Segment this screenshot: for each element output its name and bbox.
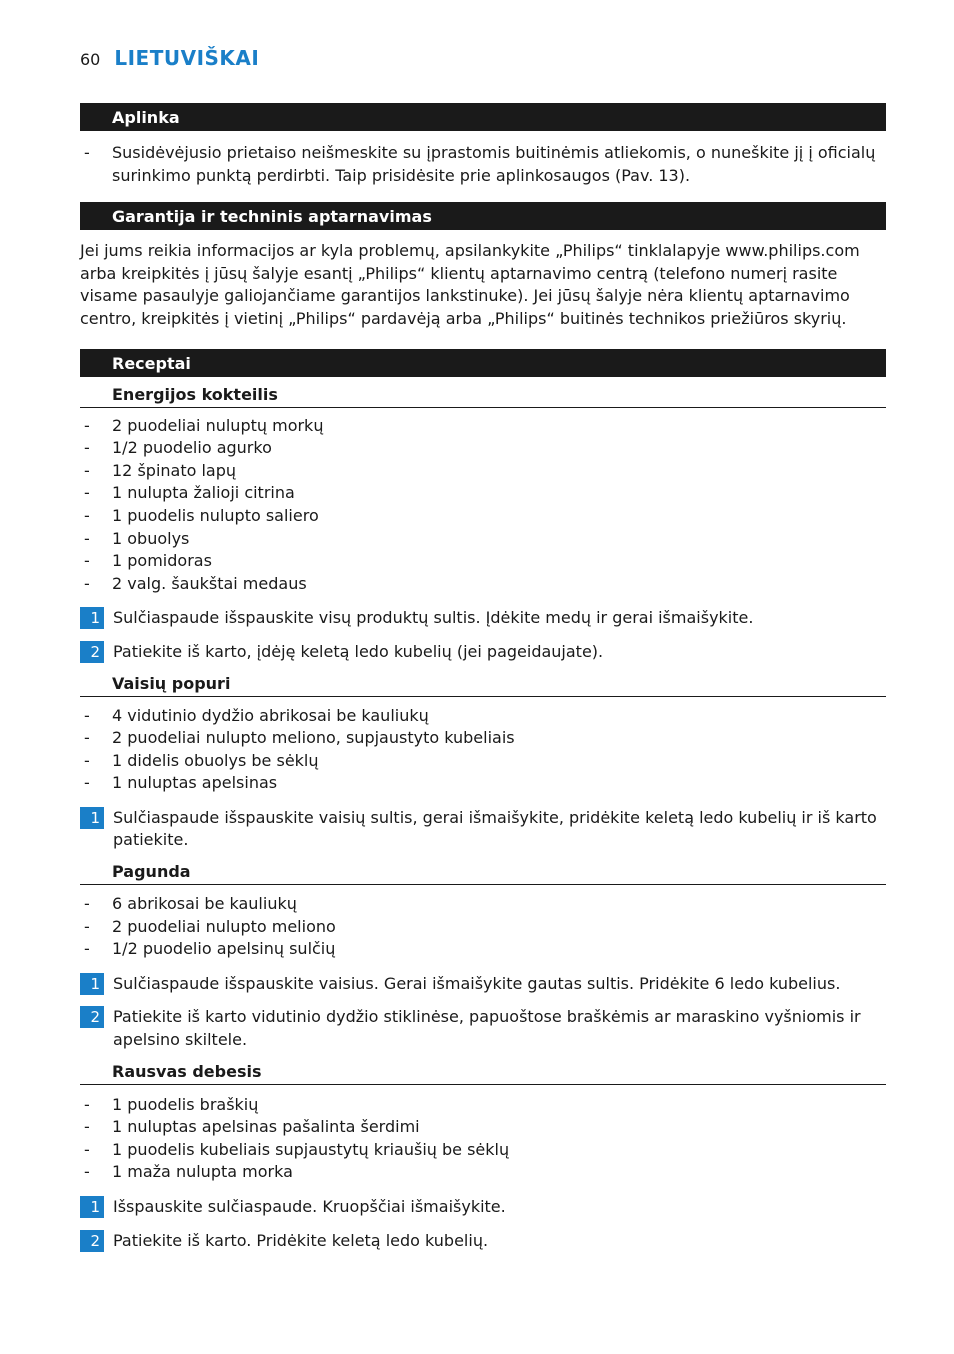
- step-number: 1: [80, 807, 104, 829]
- step: [80, 1196, 886, 1219]
- list-item: - 2 puodeliai nuluptų morkų: [84, 415, 324, 435]
- page-content: [80, 103, 886, 1252]
- list-item: - 1 obuolys: [84, 528, 190, 548]
- step-text: Išspauskite sulčiaspaude. Kruopščiai išmaišykite.: [113, 1197, 506, 1216]
- list-item: - 2 puodeliai nulupto meliono, supjaustyto kubeliais: [84, 728, 515, 748]
- list-item: - 1 nuluptas apelsinas pašalinta šerdimi: [84, 1117, 420, 1137]
- recipe-title-pink-cloud: Rausvas debesis: [80, 1060, 886, 1085]
- step-number: 2: [80, 1230, 104, 1252]
- step-text: Patiekite iš karto. Pridėkite keletą ledo kubelių.: [113, 1230, 489, 1250]
- step-number: 1: [80, 973, 104, 995]
- step-number: 2: [80, 641, 104, 663]
- list-item: - 4 vidutinio dydžio abrikosai be kauliukų: [84, 705, 429, 725]
- step: [80, 807, 886, 852]
- environment-list: [80, 142, 886, 187]
- list-item: - 6 abrikosai be kauliukų: [84, 894, 297, 914]
- step-text: Sulčiaspaude išspauskite visų produktų sultis. Įdėkite medų ir gerai išmaišykite.: [113, 608, 754, 628]
- step-number: 1: [80, 607, 104, 629]
- step: [80, 641, 886, 664]
- list-item: - 1 puodelis braškių: [84, 1094, 259, 1114]
- list-item: - 1 maža nulupta morka: [84, 1162, 293, 1182]
- language-title: LIETUVIŠKAI: [114, 46, 260, 70]
- temptation-ingredients: [80, 893, 886, 961]
- list-item: - 2 valg. šaukštai medaus: [84, 573, 307, 593]
- list-item: - Susidėvėjusio prietaiso neišmeskite su įprastomis buitinėmis atliekomis, o nuneškite jį į oficialų surinkimo punktą perdirbti. Taip prisidėsite prie aplinkosaugos (Pav. 13).: [84, 143, 876, 185]
- step-text: Patiekite iš karto, įdėję keletą ledo kubelių (jei pageidaujate).: [113, 641, 604, 661]
- list-item: - 1/2 puodelio agurko: [84, 438, 272, 458]
- step-text: Sulčiaspaude išspauskite vaisius. Gerai išmaišykite gautas sultis. Pridėkite 6 ledo kubelius.: [113, 973, 841, 993]
- step: [80, 1230, 886, 1253]
- list-item: - 1/2 puodelio apelsinų sulčių: [84, 939, 336, 959]
- step: [80, 607, 886, 630]
- step: [80, 1006, 886, 1051]
- fruit-ingredients: [80, 705, 886, 795]
- list-item: - 1 nulupta žalioji citrina: [84, 483, 295, 503]
- step-text: Sulčiaspaude išspauskite vaisių sultis, gerai išmaišykite, pridėkite keletą ledo kubelių ir iš karto patiekite.: [113, 807, 877, 850]
- recipe-title-energy: Energijos kokteilis: [80, 383, 886, 408]
- recipe-title-fruit: Vaisių popuri: [80, 672, 886, 697]
- step: [80, 973, 886, 996]
- section-heading-warranty: Garantija ir techninis aptarnavimas: [80, 202, 886, 230]
- section-heading-environment: Aplinka: [80, 103, 886, 131]
- page-number: 60: [80, 50, 101, 69]
- list-item: - 2 puodeliai nulupto meliono: [84, 916, 336, 936]
- list-item: - 1 puodelis nulupto saliero: [84, 505, 319, 525]
- list-item: - 1 didelis obuolys be sėklų: [84, 750, 319, 770]
- list-item: - 1 puodelis kubeliais supjaustytų kriaušių be sėklų: [84, 1139, 510, 1159]
- section-heading-recipes: Receptai: [80, 349, 886, 377]
- warranty-text: Jei jums reikia informacijos ar kyla problemų, apsilankykite „Philips“ tinklalapyje www.philips.com arba kreipkitės į jūsų šalyje esantį „Philips“ klientų aptarnavimo centrą (telefono numerį rasite visame pasaulyje galiojančiame garantijos lankstinuke). Jei jūsų šalyje nėra klientų aptarnavimo centro, kreipkitės į vietinį „Philips“ pardavėją arba „Philips“ buitinės technikos priežiūros skyrių.: [80, 241, 860, 328]
- recipe-title-temptation: Pagunda: [80, 860, 886, 885]
- page-header: [80, 46, 259, 76]
- step-number: 1: [80, 1196, 104, 1218]
- step-number: 2: [80, 1006, 104, 1028]
- step-text: Patiekite iš karto vidutinio dydžio stiklinėse, papuoštose braškėmis ar maraskino vyšniomis ir apelsino skiltele.: [113, 1007, 861, 1050]
- list-item: - 12 špinato lapų: [84, 460, 237, 480]
- energy-ingredients: [80, 415, 886, 596]
- list-item: - 1 nuluptas apelsinas: [84, 773, 278, 793]
- pink-cloud-ingredients: [80, 1094, 886, 1184]
- list-item: - 1 pomidoras: [84, 551, 212, 571]
